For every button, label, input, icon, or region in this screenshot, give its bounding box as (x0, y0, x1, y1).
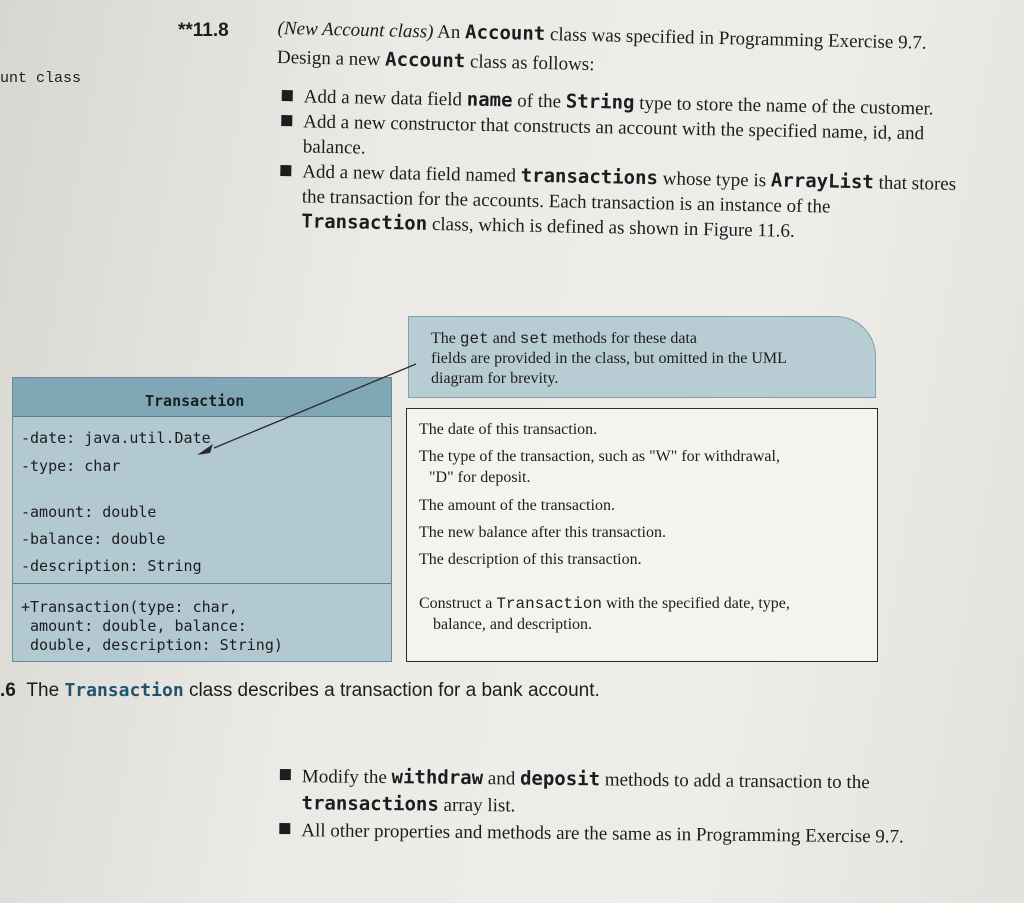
desc-code: Transaction (496, 595, 602, 613)
note-line-3: diagram for brevity. (431, 370, 559, 387)
line2-b: class as follows: (464, 51, 595, 76)
caption-number: .6 (0, 680, 16, 701)
intro-text-b: class was specified in Programming Exercise 9.7. (544, 24, 927, 54)
bullet-code: name (466, 88, 513, 112)
bullet-text: methods to add a transaction to the (599, 769, 870, 794)
uml-field: -amount: double (21, 503, 157, 521)
intro-text-a: An (433, 21, 466, 44)
connector-line (214, 364, 416, 448)
desc-type-line2: "D" for deposit. (429, 469, 531, 486)
side-fragment: unt class (0, 70, 82, 87)
arrowhead-icon (197, 444, 213, 455)
desc-text: with the specified date, type, (601, 595, 790, 612)
caption-text: class describes a transaction for a bank account. (183, 680, 600, 701)
uml-field: -type: char (21, 457, 121, 475)
desc-constructor-line2: balance, and description. (433, 616, 593, 633)
note-text-part: The (431, 330, 460, 347)
bullet-text: and (482, 768, 521, 790)
bullet-code: String (565, 90, 635, 114)
note-code: get (459, 330, 489, 348)
line2-a: Design a new (276, 46, 386, 71)
bullet-text: Modify the (301, 766, 392, 789)
bullet-code: transactions (301, 792, 439, 816)
bullet-square-icon (279, 823, 290, 834)
bullet-text: of the (512, 90, 567, 113)
bullet-text: All other properties and methods are the same as in Programming Exercise 9.7. (301, 820, 904, 848)
note-code: set (519, 330, 549, 348)
note-text-part: and (488, 330, 520, 347)
bullet-text: Add a new constructor that constructs an account with the specified name, id, and balance. (302, 111, 925, 159)
bullet-text: Add a new data field (303, 86, 467, 111)
bullet-text: array list. (438, 794, 516, 817)
figure-caption (0, 680, 600, 702)
bullet-item (279, 763, 960, 824)
line2-code: Account (384, 48, 466, 73)
intro-code: Account (464, 21, 546, 46)
caption-text: The (26, 680, 65, 701)
bullet-code: Transaction (301, 210, 428, 235)
desc-text: Construct a (419, 595, 497, 612)
note-line-2: fields are provided in the class, but omitted in the UML (431, 350, 787, 367)
desc-date: The date of this transaction. (419, 421, 598, 438)
bullet-text: whose type is (657, 168, 772, 192)
uml-constructor: +Transaction(type: char, amount: double, balance: double, description: String) (21, 598, 283, 654)
bullet-code: transactions (520, 164, 659, 190)
bullet-code: ArrayList (770, 169, 875, 194)
note-text-part: methods for these data (548, 330, 698, 347)
bullet-text: class, which is defined as shown in Figure 11.6. (426, 213, 795, 242)
exercise-title: (New Account class) (277, 17, 434, 43)
bullet-square-icon (280, 769, 291, 780)
uml-field: -balance: double (21, 530, 166, 548)
desc-type-line1: The type of the transaction, such as "W" for withdrawal, (419, 448, 780, 465)
uml-field: -date: java.util.Date (21, 429, 211, 447)
desc-balance: The new balance after this transaction. (419, 524, 666, 541)
desc-amount: The amount of the transaction. (419, 497, 615, 514)
modification-list (279, 763, 960, 851)
bullet-text: that stores the transaction for the accounts. Each transaction is an instance of the (301, 172, 957, 218)
uml-class-name: Transaction (145, 392, 245, 410)
bullet-code: withdraw (391, 766, 484, 790)
bullet-code: deposit (519, 767, 601, 791)
bullet-text: Add a new data field named (302, 161, 521, 187)
bullet-text: type to store the name of the customer. (634, 92, 934, 120)
exercise-number: **11.8 (178, 20, 229, 41)
uml-field: -description: String (21, 557, 202, 575)
caption-code: Transaction (64, 680, 184, 701)
desc-description: The description of this transaction. (419, 551, 642, 568)
